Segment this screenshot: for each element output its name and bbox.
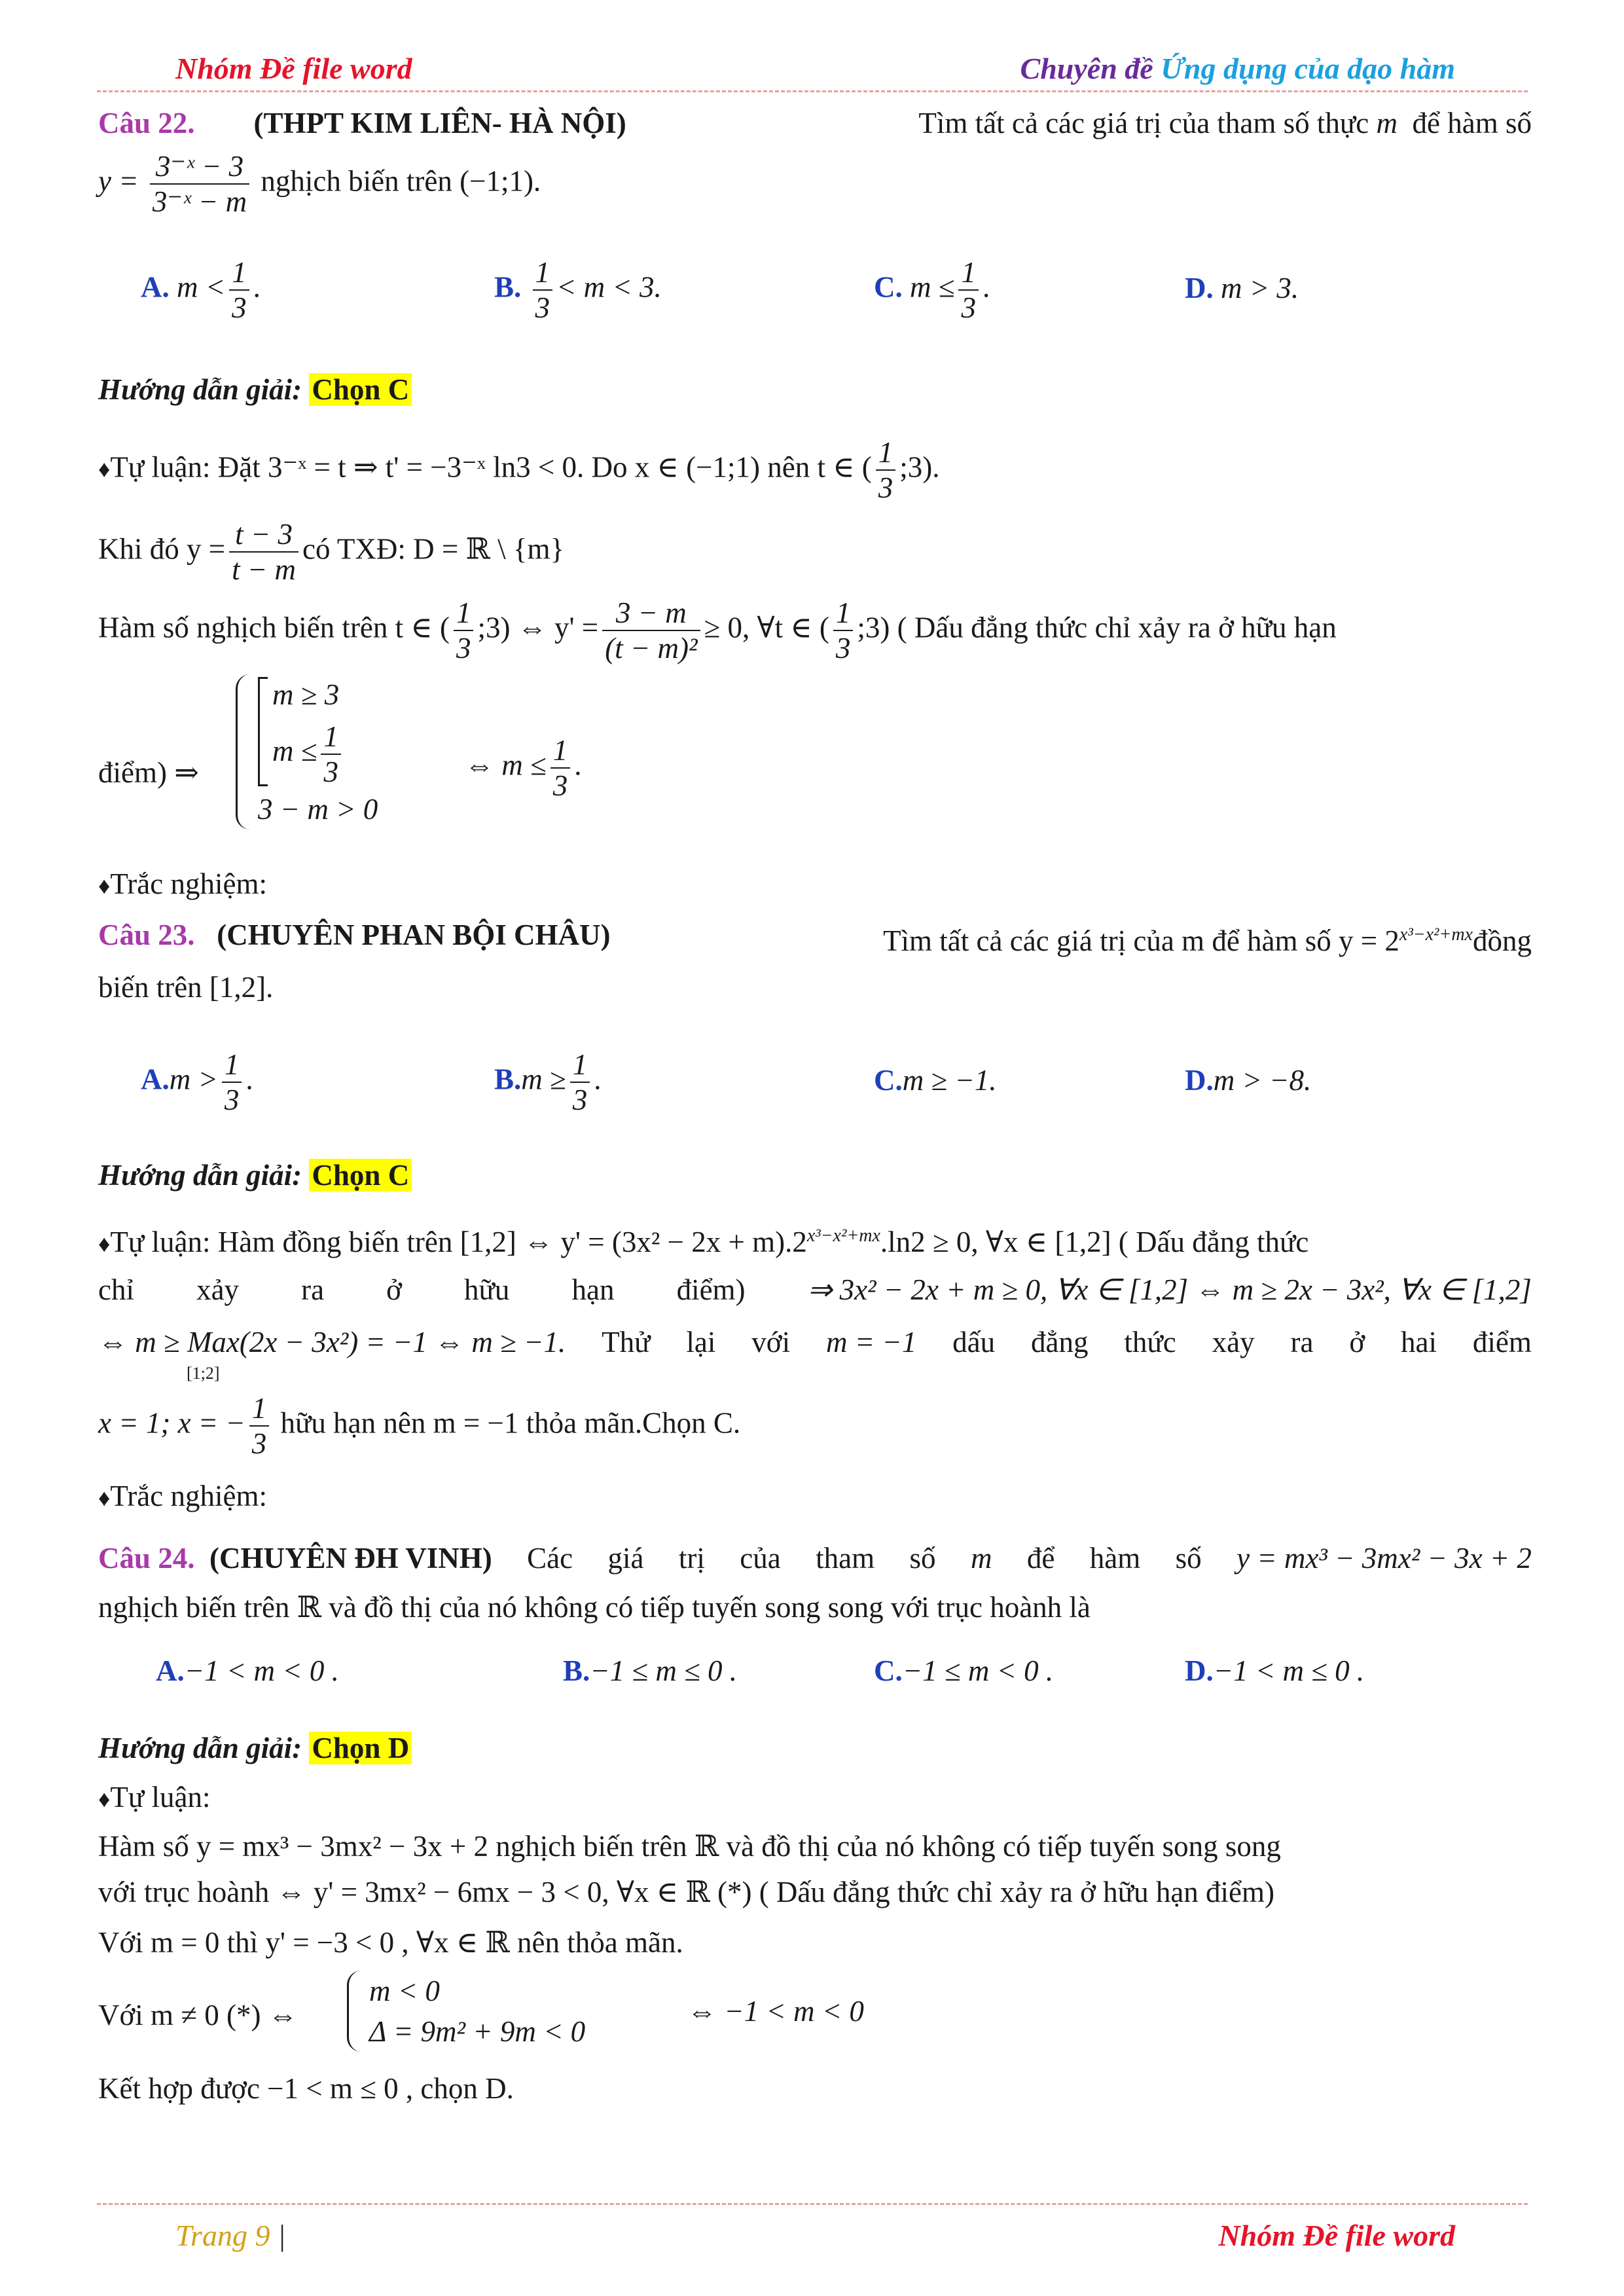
- diamond-icon: ♦: [98, 1485, 111, 1511]
- q22-option-c-num: 1: [958, 255, 979, 291]
- q22-option-d-pre: m > 3.: [1221, 272, 1299, 304]
- q22-option-a[interactable]: [141, 255, 261, 325]
- q24-w3: của: [740, 1542, 781, 1575]
- q24-sys-row2: Δ = 9m² + 9m < 0: [369, 2015, 586, 2048]
- q23-step3-w7: xảy: [1212, 1326, 1255, 1358]
- q24-option-d[interactable]: [1185, 1651, 1364, 1690]
- q23-step2: [98, 1270, 1532, 1309]
- q22-step4: điểm) ⇒ m ≥ 3 m ≤ $\frac{1}{3}$ 3 − m > 0 ⇔ m ≤ $\frac{1}{3}$ .: [98, 674, 1532, 871]
- q23-step3-w10: hai: [1401, 1326, 1437, 1358]
- q23-option-b[interactable]: [494, 1048, 601, 1117]
- q23-step3-w2: với: [751, 1326, 791, 1358]
- q24-option-c-pre: −1 ≤ m < 0 .: [902, 1654, 1054, 1687]
- q24-step1: Hàm số y = mx³ − 3mx² − 3x + 2 nghịch biến trên ℝ và đồ thị của nó không có tiếp tuyến song song: [98, 1830, 1281, 1863]
- q22-param: m: [1376, 107, 1398, 139]
- diamond-icon: ♦: [98, 873, 111, 899]
- q24-guide: [98, 1728, 1532, 1768]
- q22-y: y =: [98, 164, 139, 198]
- q22-option-a-pre: m <: [177, 270, 226, 304]
- q22-option-c[interactable]: [874, 255, 990, 325]
- q23-step3-sub: [1;2]: [187, 1364, 220, 1383]
- q22-step1-b: ;3).: [899, 450, 940, 484]
- q22-step2-a: Khi đó y =: [98, 532, 226, 566]
- q22-step4-b: ⇔ m ≤: [465, 748, 547, 782]
- q24-step2: với trục hoành ⇔ y' = 3mx² − 6mx − 3 < 0, ∀x ∈ ℝ (*) ( Dấu đẳng thức chỉ xảy ra ở hữu hạn điểm): [98, 1876, 1275, 1908]
- q22-answer: Chọn C: [309, 373, 412, 406]
- q22-step3-a: Hàm số nghịch biến trên t ∈ (: [98, 611, 450, 644]
- q22-option-b-label: B.: [494, 270, 522, 304]
- q24-answer: Chọn D: [309, 1732, 412, 1764]
- q22-option-a-post: .: [253, 270, 261, 304]
- q23-step3: [98, 1322, 1532, 1383]
- q24-system: [347, 1971, 585, 2052]
- q22-option-d-label: D.: [1185, 272, 1214, 304]
- q23-step2-w0: chỉ: [98, 1273, 134, 1306]
- q22-step3-den: (t − m)²: [605, 632, 698, 665]
- q23-step2-w3: ở: [386, 1273, 402, 1306]
- q24-option-b-pre: −1 ≤ m ≤ 0 .: [590, 1654, 738, 1687]
- q24-w10: y = mx³ − 3mx² − 3x + 2: [1236, 1542, 1532, 1575]
- header-divider: [97, 90, 1528, 92]
- q23-option-c-pre: m ≥ −1.: [902, 1064, 997, 1097]
- q24-w0: Các: [527, 1542, 573, 1575]
- q23-step2-w1: xảy: [196, 1273, 240, 1306]
- q23-step3-a: ⇔ m ≥ Max(2x − 3x²) = −1 ⇔ m ≥ −1.: [98, 1326, 566, 1358]
- q22-frac-num: 3⁻ˣ − 3: [150, 149, 249, 185]
- q24-w8: hàm: [1089, 1542, 1141, 1575]
- header-topic-prefix: Chuyên đề: [1020, 52, 1161, 85]
- q23-exp: x³−x²+mx: [1399, 924, 1473, 945]
- q23-text: Tìm tất cả các giá trị của m để hàm số y = 2: [883, 924, 1399, 957]
- q23-text2: đồng: [1473, 924, 1532, 957]
- header-topic: [1020, 51, 1455, 86]
- footer-divider: [97, 2203, 1528, 2205]
- q22-prompt: [98, 103, 1532, 143]
- q22-option-c-label: C.: [874, 270, 903, 304]
- q23-step4-a: x = 1; x = −: [98, 1406, 245, 1440]
- q22-step3-b: ;3) ⇔ y' =: [477, 611, 599, 644]
- q24-w1: giá: [607, 1542, 644, 1575]
- q23-option-b-pre: m ≥: [521, 1063, 566, 1096]
- q24-option-a-pre: −1 < m < 0 .: [184, 1654, 339, 1687]
- q22-step3-c: ≥ 0, ∀t ∈ (: [704, 611, 829, 644]
- q22-step2: [98, 517, 1532, 587]
- q22-option-c-post: .: [982, 270, 990, 304]
- q24-step4-b: ⇔ −1 < m < 0: [687, 1995, 864, 2028]
- q22-guide-label: Hướng dẫn giải:: [98, 373, 302, 406]
- q24-step3: Với m = 0 thì y' = −3 < 0 , ∀x ∈ ℝ nên thỏa mãn.: [98, 1926, 683, 1959]
- q24-option-c-label: C.: [874, 1654, 903, 1687]
- q23-option-a-den: 3: [224, 1084, 240, 1116]
- q22-option-a-num: 1: [229, 255, 249, 291]
- q24-w5: số: [909, 1542, 936, 1575]
- q24-step0: [98, 1777, 1532, 1819]
- q22-option-b-post: < m < 3.: [556, 270, 662, 304]
- diamond-icon: ♦: [98, 1786, 111, 1812]
- q23-option-b-post: .: [594, 1063, 602, 1096]
- q23-option-c[interactable]: [874, 1061, 997, 1100]
- q24-option-a[interactable]: [156, 1651, 339, 1690]
- q23-option-a-label: A.: [141, 1063, 170, 1096]
- q22-fraction: [150, 149, 249, 219]
- q22-sys-row1: m ≥ 3: [272, 678, 340, 711]
- q22-guide: [98, 370, 1532, 409]
- q23-option-b-label: B.: [494, 1063, 522, 1096]
- footer-separator: |: [279, 2219, 285, 2252]
- q22-option-b[interactable]: [494, 255, 662, 325]
- q24-option-b-label: B.: [563, 1654, 590, 1687]
- q23-step3-w4: dấu: [952, 1326, 996, 1358]
- q22-frac-den: 3⁻ˣ − m: [152, 185, 247, 218]
- q24-step5: Kết hợp được −1 < m ≤ 0 , chọn D.: [98, 2072, 514, 2105]
- q24-option-a-label: A.: [156, 1654, 185, 1687]
- q23-step3-w1: lại: [686, 1326, 716, 1358]
- q22-tn: Trắc nghiệm:: [110, 867, 267, 900]
- diamond-icon: ♦: [98, 1231, 111, 1257]
- q24-w9: số: [1175, 1542, 1202, 1575]
- q23-option-a-num: 1: [222, 1048, 242, 1083]
- q23-guide-label: Hướng dẫn giải:: [98, 1159, 302, 1192]
- q23-step1-b: .ln2 ≥ 0, ∀x ∈ [1,2] ( Dấu đẳng thức: [880, 1226, 1309, 1258]
- q22-step1-a: Tự luận: Đặt 3⁻ˣ = t ⇒ t' = −3⁻ˣ ln3 < 0. Do x ∈ (−1;1) nên t ∈ (: [110, 450, 872, 484]
- q22-option-a-den: 3: [232, 291, 247, 324]
- q23-step3-w5: đẳng: [1030, 1326, 1089, 1358]
- q24-label: Câu 24.: [98, 1542, 195, 1575]
- q22-label: Câu 22.: [98, 107, 195, 139]
- q23-step4-b: hữu hạn nên m = −1 thỏa mãn.Chọn C.: [280, 1406, 741, 1440]
- q22-sys-row3: 3 − m > 0: [258, 792, 378, 826]
- q23-line2: biến trên [1,2].: [98, 971, 274, 1004]
- q23-step3-w3: m = −1: [825, 1326, 917, 1358]
- q23-option-a-pre: m >: [169, 1063, 218, 1096]
- q23-answer: Chọn C: [309, 1159, 412, 1192]
- q23-source: (CHUYÊN PHAN BỘI CHÂU): [217, 919, 611, 951]
- q22-step1: ♦Tự luận: Đặt 3⁻ˣ = t ⇒ t' = −3⁻ˣ ln3 < 0. Do x ∈ (−1;1) nên t ∈ ( $\frac{1}{3}$ ;3).: [98, 436, 940, 504]
- q22-option-b-num: 1: [533, 255, 553, 291]
- q22-multiple-choice: [98, 864, 1532, 905]
- q22-function: [98, 149, 1532, 219]
- q23-step3-w11: điểm: [1472, 1326, 1532, 1358]
- q23-guide: [98, 1156, 1532, 1195]
- header-topic-highlight: Ứng dụng của dạo hàm: [1161, 52, 1455, 85]
- q23-option-c-label: C.: [874, 1064, 903, 1097]
- q24-step4: [98, 1971, 1532, 2056]
- q24-option-c[interactable]: [874, 1651, 1053, 1690]
- footer-group-name: Nhóm Đề file word: [1218, 2219, 1455, 2252]
- q22-option-c-den: 3: [961, 291, 976, 324]
- q23-option-b-den: 3: [572, 1084, 588, 1116]
- q24-option-b[interactable]: [563, 1651, 737, 1690]
- q24-prompt: [98, 1539, 1532, 1578]
- q23-step3-w9: ở: [1349, 1326, 1365, 1358]
- q23-step2-w2: ra: [301, 1273, 325, 1306]
- q24-w6: m: [970, 1542, 992, 1575]
- q24-option-d-pre: −1 < m ≤ 0 .: [1213, 1654, 1365, 1687]
- q24-step0-text: Tự luận:: [110, 1781, 211, 1813]
- q23-step1-exp: x³−x²+mx: [806, 1226, 880, 1246]
- q23-option-a[interactable]: [141, 1048, 253, 1117]
- q23-step3-w0: Thử: [602, 1326, 651, 1358]
- q23-step2-w4: hữu: [464, 1273, 510, 1306]
- q23-step3-w8: ra: [1290, 1326, 1314, 1358]
- footer-page-number: Trang 9: [175, 2219, 270, 2252]
- q23-step3-w6: thức: [1124, 1326, 1176, 1358]
- q23-step2-w5: hạn: [571, 1273, 615, 1306]
- q22-step2-den: t − m: [232, 553, 297, 586]
- q22-option-b-den: 3: [535, 291, 550, 324]
- q24-source: (CHUYÊN ĐH VINH): [209, 1542, 492, 1575]
- q23-option-b-num: 1: [570, 1048, 590, 1083]
- q23-option-d-label: D.: [1185, 1064, 1214, 1097]
- q23-step1-a: Tự luận: Hàm đồng biến trên [1,2] ⇔ y' = (3x² − 2x + m).2: [110, 1226, 807, 1258]
- q24-step4-a: Với m ≠ 0 (*) ⇔: [98, 1999, 298, 2032]
- q23-prompt: [98, 915, 1532, 960]
- q23-label: Câu 23.: [98, 919, 195, 951]
- q22-text2: để hàm số: [1412, 107, 1532, 139]
- q23-step4: x = 1; x = − $\frac{1}{3}$ hữu hạn nên m = −1 thỏa mãn.Chọn C.: [98, 1392, 741, 1460]
- q22-step2-b: có TXĐ: D = ℝ \ {m}: [302, 532, 565, 566]
- q23-multiple-choice: [98, 1476, 1532, 1518]
- q23-step2-math: ⇒ 3x² − 2x + m ≥ 0, ∀x ∈ [1,2] ⇔ m ≥ 2x − 3x², ∀x ∈ [1,2]: [807, 1273, 1532, 1306]
- q24-w4: tham: [816, 1542, 875, 1575]
- q22-system: m ≥ 3 m ≤ $\frac{1}{3}$ 3 − m > 0: [236, 674, 378, 829]
- q24-w7: để: [1026, 1542, 1055, 1575]
- q22-source: (THPT KIM LIÊN- HÀ NỘI): [253, 107, 626, 139]
- q22-step4-a: điểm) ⇒: [98, 756, 199, 789]
- q22-option-d[interactable]: [1185, 268, 1299, 308]
- q22-sys-row2: m ≤: [272, 735, 317, 767]
- q22-step3-e: ;3) ( Dấu đẳng thức chỉ xảy ra ở hữu hạn: [857, 611, 1337, 644]
- diamond-icon: ♦: [98, 456, 111, 483]
- q22-step3-num: 3 − m: [602, 596, 700, 631]
- q22-option-a-label: A.: [141, 270, 170, 304]
- q23-step2-w6: điểm): [676, 1273, 746, 1306]
- q23-step1: [98, 1216, 1532, 1264]
- q24-sys-row1: m < 0: [369, 1975, 440, 2007]
- footer-page: [175, 2218, 285, 2253]
- q23-tn: Trắc nghiệm:: [110, 1480, 267, 1512]
- q22-step2-num: t − 3: [229, 517, 298, 553]
- q24-guide-label: Hướng dẫn giải:: [98, 1732, 302, 1764]
- q23-option-d[interactable]: [1185, 1061, 1311, 1100]
- q22-after: nghịch biến trên (−1;1).: [261, 164, 541, 198]
- q24-line2: nghịch biến trên ℝ và đồ thị của nó không có tiếp tuyến song song với trục hoành là: [98, 1591, 1091, 1624]
- header-group-name: Nhóm Đề file word: [175, 52, 412, 85]
- q22-step3: Hàm số nghịch biến trên t ∈ ( $\frac{1}{3}$ ;3) ⇔ y' = $\frac{3 - m}{\text{(t − m)²}}$ ≥ 0, ∀t ∈ ( $\frac{1}{3}$ ;3) ( Dấu đẳng thức chỉ xảy ra ở hữu hạn: [98, 596, 1337, 665]
- q24-w2: trị: [678, 1542, 705, 1575]
- q22-text: Tìm tất cả các giá trị của tham số thực: [918, 107, 1369, 139]
- q23-option-d-pre: m > −8.: [1213, 1064, 1312, 1097]
- q22-option-c-pre: m ≤: [910, 270, 955, 304]
- q24-option-d-label: D.: [1185, 1654, 1214, 1687]
- q23-option-a-post: .: [245, 1063, 253, 1096]
